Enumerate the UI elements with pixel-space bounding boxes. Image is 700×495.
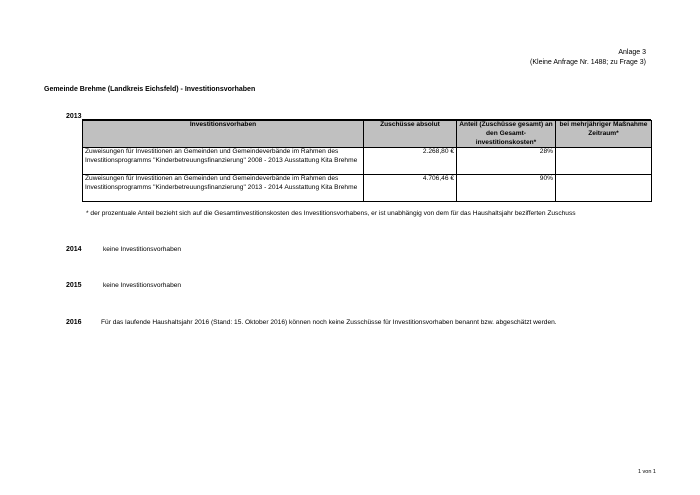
- year-label-2015: 2015: [66, 282, 82, 289]
- column-header-amount: Zuschüsse absolut: [364, 121, 457, 148]
- year-label-2014: 2014: [66, 246, 82, 253]
- year-text-2016: Für das laufende Haushaltsjahr 2016 (Stand: 15. Oktober 2016) können noch keine Zusschüsse für Investitionsvorhaben benannt bzw. abgeschätzt werden.: [101, 319, 557, 326]
- cell-share: 28%: [457, 148, 556, 175]
- cell-share: 90%: [457, 175, 556, 202]
- attachment-label: Anlage 3: [618, 49, 646, 56]
- cell-amount: 4.706,46 €: [364, 175, 457, 202]
- table-row: [83, 148, 652, 175]
- reference-label: (Kleine Anfrage Nr. 1488; zu Frage 3): [530, 58, 646, 66]
- cell-project: Zuweisungen für Investitionen an Gemeinden und Gemeindeverbände im Rahmen des Investitionsprogramms "Kinderbetreuungsfinanzierung" 2008 - 2013 Ausstattung Kita Brehme: [83, 148, 364, 175]
- page-title: Gemeinde Brehme (Landkreis Eichsfeld) - Investitionsvorhaben: [44, 86, 256, 93]
- column-header-project: Investitionsvorhaben: [83, 121, 364, 148]
- year-label-2016: 2016: [66, 319, 82, 326]
- investment-table: [82, 120, 652, 202]
- footnote: * der prozentuale Anteil bezieht sich auf die Gesamtinvestitionskosten des Investitionsvorhabens, er ist unabhängig von dem für das Haushaltsjahr bezifferten Zuschuss: [86, 210, 576, 217]
- cell-period: [556, 148, 652, 175]
- year-text-2015: keine Investitionsvorhaben: [103, 282, 182, 289]
- year-text-2014: keine Investitionsvorhaben: [103, 246, 182, 253]
- page-number: 1 von 1: [637, 469, 656, 475]
- column-header-share: Anteil (Zuschüsse gesamt) an den Gesamt- investitionskosten*: [457, 121, 556, 148]
- column-header-period: bei mehrjähriger Maßnahme Zeitraum*: [556, 121, 652, 148]
- cell-period: [556, 175, 652, 202]
- cell-amount: 2.268,80 €: [364, 148, 457, 175]
- year-label-2013: 2013: [66, 113, 82, 120]
- table-row: [83, 175, 652, 202]
- document-header: [530, 48, 646, 67]
- cell-project: Zuweisungen für Investitionen an Gemeinden und Gemeindeverbände im Rahmen des Investitionsprogramms "Kinderbetreuungsfinanzierung" 2013 - 2014 Ausstattung Kita Brehme: [83, 175, 364, 202]
- table-header-row: [83, 121, 652, 148]
